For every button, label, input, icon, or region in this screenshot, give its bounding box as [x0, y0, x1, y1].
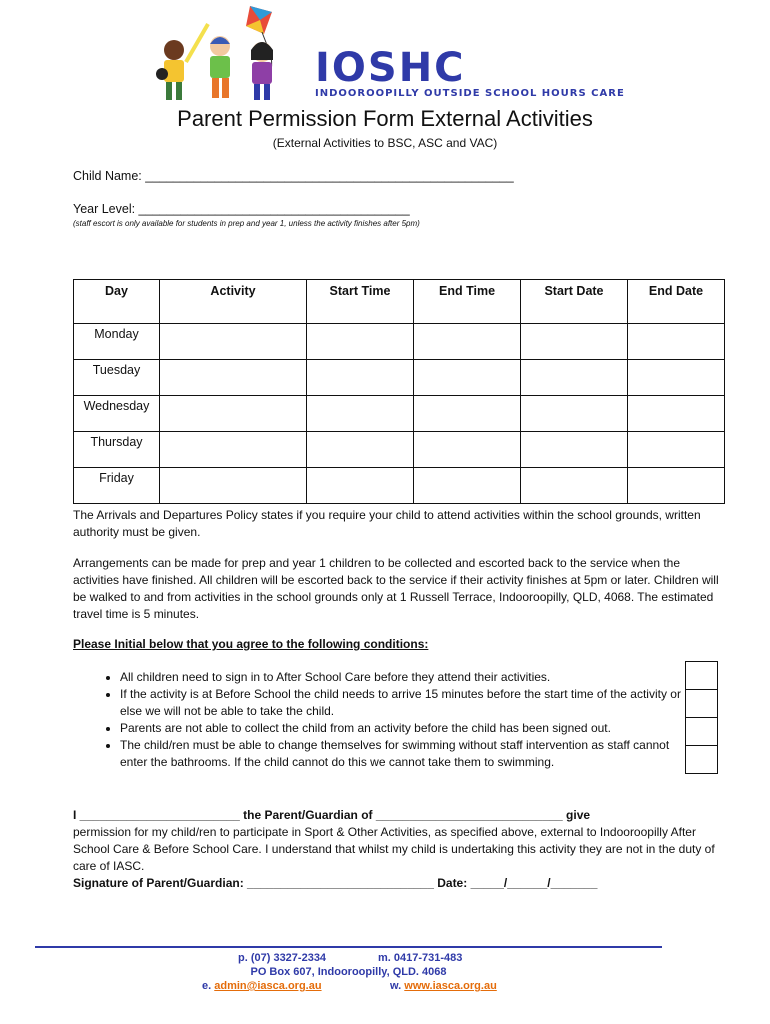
end-time-cell[interactable]	[414, 468, 521, 504]
consent-section	[73, 807, 723, 892]
consent-text: permission for my child/ren to participate in Sport & Other Activities, as specified above, external to Indooroopilly After School Care & Before School Care. I understand that whilst my child is undertaking this activity they are not in the duty of care of IASC.	[73, 825, 715, 873]
footer-address: PO Box 607, Indooroopilly, QLD. 4068	[250, 966, 447, 978]
initial-box[interactable]	[685, 745, 718, 774]
signature-line[interactable]: Signature of Parent/Guardian: ____________________________ Date: _____/______/_______	[73, 876, 598, 890]
header-activity: Activity	[160, 280, 307, 324]
list-item: • Parents are not able to collect the child from an activity before the child has been signed out.	[120, 720, 695, 737]
initial-box[interactable]	[685, 661, 718, 689]
end-time-cell[interactable]	[414, 360, 521, 396]
activity-cell[interactable]	[160, 324, 307, 360]
child-name-field[interactable]: Child Name: _____________________________________________________	[73, 169, 514, 183]
start-time-cell[interactable]	[307, 360, 414, 396]
table-row	[74, 396, 725, 432]
header-end-time: End Time	[414, 280, 521, 324]
table-row	[74, 432, 725, 468]
list-item: • All children need to sign in to After School Care before they attend their activities.	[120, 669, 695, 686]
table-row	[74, 324, 725, 360]
start-date-cell[interactable]	[521, 324, 628, 360]
start-time-cell[interactable]	[307, 432, 414, 468]
activity-schedule-table	[73, 279, 725, 504]
list-item: • If the activity is at Before School the child needs to arrive 15 minutes before the start time of the activity or else we will not be able to take the child.	[120, 686, 695, 720]
end-date-cell[interactable]	[628, 468, 725, 504]
activity-cell[interactable]	[160, 468, 307, 504]
end-time-cell[interactable]	[414, 432, 521, 468]
header-start-date: Start Date	[521, 280, 628, 324]
initial-boxes	[685, 661, 718, 774]
start-time-cell[interactable]	[307, 468, 414, 504]
start-date-cell[interactable]	[521, 396, 628, 432]
brand-name: IOSHC	[315, 45, 466, 91]
end-time-cell[interactable]	[414, 396, 521, 432]
conditions-heading: Please Initial below that you agree to the following conditions:	[73, 637, 429, 651]
logo	[150, 4, 650, 104]
end-date-cell[interactable]	[628, 396, 725, 432]
page-title: Parent Permission Form External Activities	[177, 106, 593, 131]
year-level-note: (staff escort is only available for students in prep and year 1, unless the activity finishes after 5pm)	[73, 219, 420, 228]
start-date-cell[interactable]	[521, 468, 628, 504]
footer-mobile: m. 0417-731-483	[378, 952, 463, 964]
activity-cell[interactable]	[160, 360, 307, 396]
activity-cell[interactable]	[160, 432, 307, 468]
header-day: Day	[74, 280, 160, 324]
footer-phone: p. (07) 3327-2334	[238, 952, 327, 964]
footer-web	[390, 980, 770, 992]
header-end-date: End Date	[628, 280, 725, 324]
day-cell: Monday	[74, 324, 160, 360]
email-label: e.	[202, 980, 212, 992]
end-date-cell[interactable]	[628, 432, 725, 468]
conditions-list	[95, 669, 695, 771]
day-cell: Thursday	[74, 432, 160, 468]
end-time-cell[interactable]	[414, 324, 521, 360]
start-time-cell[interactable]	[307, 324, 414, 360]
list-item: • The child/ren must be able to change themselves for swimming without staff intervention as staff cannot enter the bathrooms. If the child cannot do this we cannot take them to swimming.	[120, 737, 695, 771]
table-header-row	[74, 280, 725, 324]
initial-box[interactable]	[685, 717, 718, 745]
start-date-cell[interactable]	[521, 432, 628, 468]
day-cell: Wednesday	[74, 396, 160, 432]
start-date-cell[interactable]	[521, 360, 628, 396]
arrangements-paragraph: Arrangements can be made for prep and year 1 children to be collected and escorted back to the service when the activities have finished. All children will be escorted back to the service if their activity finishes at 5pm or later. Children will be walked to and from activities in the school grounds only at 1 Russell Terrace, Indooroopilly, QLD, 4068. The estimated travel time is 5 minutes.	[73, 556, 719, 621]
table-row	[74, 468, 725, 504]
web-label: w.	[390, 980, 402, 992]
initial-box[interactable]	[685, 689, 718, 717]
end-date-cell[interactable]	[628, 360, 725, 396]
email-link[interactable]: admin@iasca.org.au	[214, 980, 322, 992]
start-time-cell[interactable]	[307, 396, 414, 432]
end-date-cell[interactable]	[628, 324, 725, 360]
children-kite-illustration	[150, 4, 320, 104]
page-subtitle: (External Activities to BSC, ASC and VAC)	[272, 136, 498, 150]
activity-cell[interactable]	[160, 396, 307, 432]
web-link[interactable]: www.iasca.org.au	[404, 980, 497, 992]
header-start-time: Start Time	[307, 280, 414, 324]
day-cell: Friday	[74, 468, 160, 504]
policy-paragraph: The Arrivals and Departures Policy states if you require your child to attend activities within the school grounds, written authority must be given.	[73, 508, 701, 539]
table-row	[74, 360, 725, 396]
brand-tagline: INDOOROOPILLY OUTSIDE SCHOOL HOURS CARE	[315, 88, 625, 99]
footer-divider	[35, 946, 662, 948]
guardian-line[interactable]: I ________________________ the Parent/Guardian of ____________________________ give	[73, 808, 591, 822]
year-level-field[interactable]: Year Level: _______________________________________	[73, 202, 410, 216]
day-cell: Tuesday	[74, 360, 160, 396]
